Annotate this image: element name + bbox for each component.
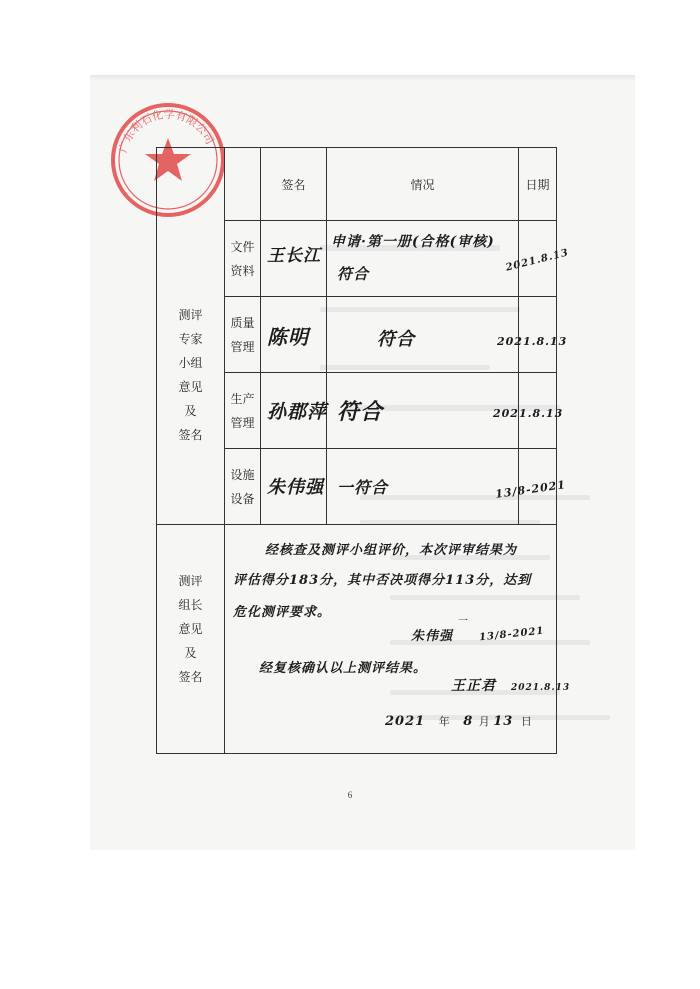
seal-text: 广东利石化学有限公司: [116, 107, 217, 155]
leader-opinion-cell: [225, 525, 571, 754]
leader-signature-date: 13/8-2021: [478, 625, 545, 644]
table-header-row: [157, 148, 557, 221]
date-cell: [494, 449, 567, 525]
header-date: 日期: [519, 148, 557, 221]
category-cell: 生产 管理: [225, 373, 261, 449]
category-cell: 质量 管理: [225, 297, 261, 373]
footer-date: 2021 年 8 月 13 日: [385, 714, 532, 729]
handwritten-situation: 符合: [377, 329, 415, 350]
leader-opinion-row: [157, 525, 557, 754]
handwritten-signature: 孙郡萍: [267, 401, 328, 423]
situation-cell: [327, 297, 519, 373]
header-blank-cell: [225, 148, 261, 221]
leader-opinion-line: 评估得分183分，其中否决项得分113分，达到: [233, 573, 532, 588]
header-signature: 签名: [261, 148, 327, 221]
evaluation-form-table: [156, 147, 571, 754]
handwritten-date: 2021.8.13: [493, 407, 564, 420]
category-cell: 设施 设备: [225, 449, 261, 525]
handwritten-situation: 申请·第一册(合格(审核): [331, 234, 495, 250]
leader-signature: 朱伟强: [411, 629, 454, 644]
date-cell: [504, 221, 571, 297]
situation-cell: [327, 221, 519, 297]
leader-opinion-line: 经核查及测评小组评价，本次评审结果为: [265, 543, 518, 558]
handwritten-date: 2021.8.13: [504, 247, 571, 274]
confirm-date: 2021.8.13: [511, 683, 571, 693]
signature-cell: [261, 449, 327, 525]
leader-label: 测评 组长 意见 及 签名: [157, 525, 225, 754]
handwritten-situation: 一符合: [337, 478, 389, 497]
signature-cell: [261, 221, 327, 297]
page-number: 6: [347, 790, 353, 800]
category-cell: 文件 资料: [225, 221, 261, 297]
handwritten-date: 2021.8.13: [497, 335, 568, 348]
confirm-text: 经复核确认以上测评结果。: [259, 661, 428, 676]
signature-cell: [261, 297, 327, 373]
handwritten-signature: 王长江: [267, 246, 321, 266]
handwritten-situation: 符合: [337, 265, 370, 283]
situation-cell: [327, 373, 519, 449]
handwritten-situation: 符合: [337, 399, 384, 425]
header-situation: 情况: [327, 148, 519, 221]
margin-mark: 一: [458, 616, 468, 627]
date-cell: [493, 373, 564, 449]
leader-opinion-line: 危化测评要求。: [233, 605, 332, 620]
situation-cell: [327, 449, 519, 525]
handwritten-signature: 陈明: [267, 325, 309, 349]
confirm-signature: 王正君: [451, 678, 496, 694]
date-cell: [497, 297, 568, 373]
handwritten-date: 13/8-2021: [494, 478, 567, 501]
signature-cell: [261, 373, 327, 449]
handwritten-signature: 朱伟强: [267, 477, 324, 498]
expert-group-label: 测评 专家 小组 意见 及 签名: [157, 148, 225, 525]
